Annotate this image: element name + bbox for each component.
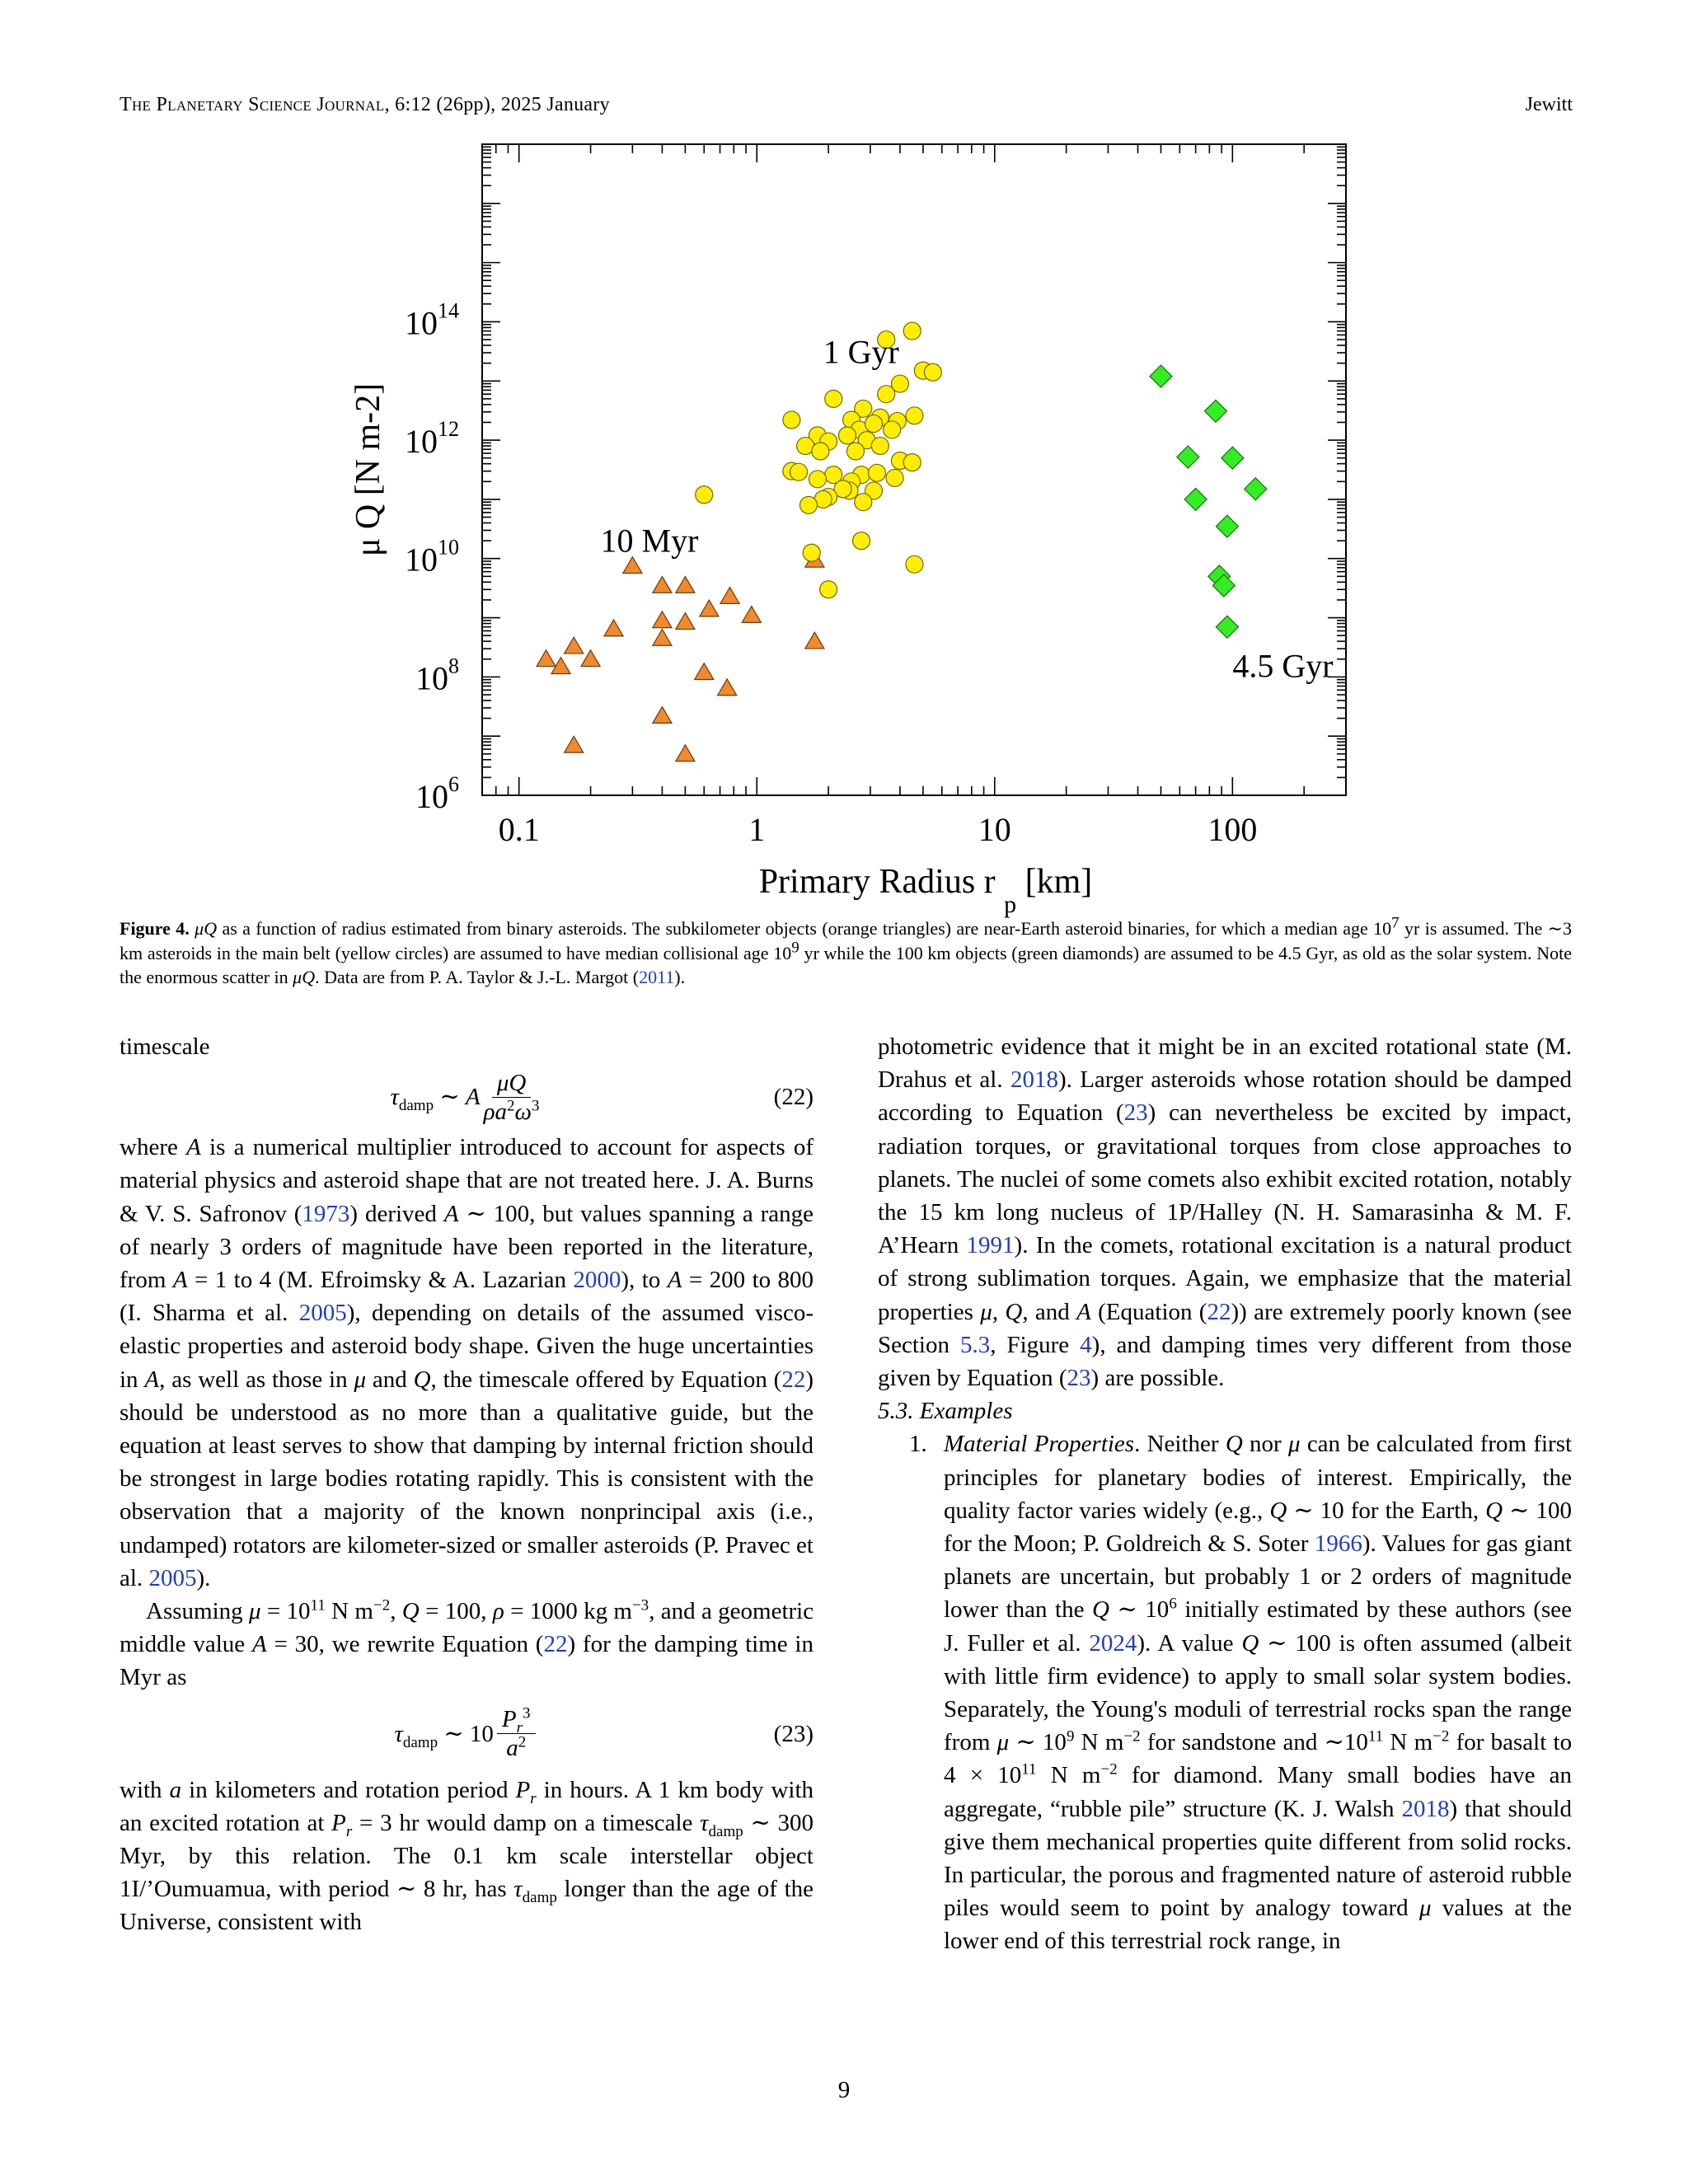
triangle-point	[537, 650, 556, 667]
running-header-journal: The Planetary Science Journal, 6:12 (26pp), 2025 January	[120, 94, 610, 115]
figure-4-chart	[330, 132, 1368, 918]
ref-link[interactable]: 2018	[1401, 1795, 1450, 1822]
ref-link[interactable]: 1973	[302, 1200, 350, 1227]
triangle-point	[695, 663, 714, 680]
chart-annotation: 4.5 Gyr	[1232, 647, 1334, 685]
triangle-point	[653, 707, 672, 724]
ref-link[interactable]: 1966	[1314, 1530, 1362, 1558]
circle-point	[696, 486, 713, 504]
circle-point	[884, 421, 901, 438]
triangle-point	[676, 745, 695, 762]
circle-point	[903, 454, 921, 471]
circle-point	[838, 427, 856, 444]
paragraph-timescale: timescale	[120, 1033, 210, 1060]
y-tick-label: $10^6$	[415, 772, 459, 815]
caption-label: Figure 4.	[120, 918, 190, 939]
ref-link[interactable]: 2005	[148, 1564, 197, 1591]
circle-point	[878, 386, 895, 403]
ref-link[interactable]: 2018	[1010, 1066, 1058, 1094]
diamond-point	[1216, 616, 1238, 638]
page-number: 9	[837, 2077, 851, 2103]
series-diamond	[1150, 365, 1267, 638]
triangle-point	[676, 613, 695, 630]
right-column	[878, 1030, 1572, 1958]
paragraph-photometric: photometric evidence that it might be in an excited rotational state (M. Drahus et al. 2018). Larger asteroids whose rotation should be damped according to Equation (23) can nevertheless be excited by impact, radiation torques, or gravitational torques from close approaches to planets. The nuclei of some comets also exhibit excited rotation, notably the 15 km long nucleus of 1P/Halley (N. H. Samarasinha & M. F. A’Hearn 1991). In the comets, rotational excitation is a natural product of strong sublimation torques. Again, we emphasize that the material properties μ, Q, and A (Equation (22)) are extremely poorly known (see Section 5.3, Figure 4), and damping times very different from those given by Equation (23) are possible.	[878, 1033, 1573, 1392]
circle-point	[886, 469, 903, 486]
y-tick-label: $10^{12}$	[405, 417, 459, 461]
circle-point	[865, 415, 883, 433]
diamond-point	[1216, 515, 1238, 537]
circle-point	[812, 443, 829, 460]
ref-link[interactable]: 22	[1207, 1298, 1231, 1325]
triangle-point	[653, 576, 672, 593]
equation-23: $\tau_{damp}$ ∼ 10 $\frac{P_r^3}{a^2}$ (23)	[394, 1704, 814, 1762]
circle-point	[855, 494, 872, 511]
ref-link[interactable]: 23	[1123, 1099, 1148, 1127]
circle-point	[903, 322, 921, 340]
circle-point	[871, 438, 889, 455]
ref-link[interactable]: 2000	[573, 1267, 621, 1294]
chart-annotation: 10 Myr	[600, 522, 699, 560]
circle-point	[803, 544, 820, 561]
section-heading: 5.3. Examples	[878, 1398, 1013, 1425]
x-tick-label: 0.1	[498, 811, 540, 848]
circle-point	[906, 407, 923, 424]
circle-point	[820, 581, 837, 598]
circle-point	[868, 464, 885, 481]
triangle-point	[720, 588, 739, 604]
y-tick-label: $10^8$	[415, 654, 459, 697]
diamond-point	[1150, 365, 1172, 387]
paragraph-where-a: where A is a numerical multiplier introduced to account for aspects of material physics and asteroid shape that are not treated here. J. A. Burns & V. S. Safronov (1973) derived A ∼ 100, but values spanning a range of nearly 3 orders of magnitude have been reported in the literature, from A = 1 to 4 (M. Efroimsky & A. Lazarian 2000), to A = 200 to 800 (I. Sharma et al. 2005), depending on details of the assumed visco-elastic properties and asteroid body shape. Given the huge uncertainties in A, as well as those in μ and Q, the timescale offered by Equation (22) should be understood as no more than a qualitative guide, but the equation at least serves to show that damping by internal friction should be strongest in large bodies rotating rapidly. This is consistent with the observation that a majority of the known nonprincipal axis (i.e., undamped) rotators are kilometer-sized or smaller asteroids (P. Pravec et al. 2005).	[120, 1134, 814, 1591]
ref-link[interactable]: 22	[543, 1631, 568, 1658]
y-tick-label: $10^{10}$	[405, 535, 459, 579]
chart-annotation: 1 Gyr	[823, 333, 899, 371]
ref-link[interactable]: 5.3	[959, 1331, 991, 1358]
triangle-point	[604, 620, 623, 636]
triangle-point	[700, 600, 719, 616]
caption-ref-link[interactable]: 2011	[639, 967, 675, 987]
running-header-author: Jewitt	[1525, 94, 1573, 115]
ref-link[interactable]: 23	[1067, 1365, 1091, 1392]
axis-labels	[349, 298, 1334, 918]
paragraph-assuming: Assuming $\mu = 10^{11}$ N $m^{-2}$, Q = 100, ρ = 1000 kg $m^{-3}$, and a geometric middle value A = 30, we rewrite Equation (22) for the damping time in Myr as	[120, 1596, 814, 1691]
series-circle	[696, 322, 942, 598]
triangle-point	[718, 679, 737, 696]
circle-point	[906, 555, 923, 573]
series-triangle	[537, 551, 824, 761]
circle-point	[790, 463, 808, 480]
triangle-point	[565, 736, 584, 752]
ref-link[interactable]: 1991	[966, 1232, 1015, 1259]
circle-point	[924, 363, 941, 381]
circle-point	[853, 532, 870, 550]
paragraph-with-a: with a in kilometers and rotation period $P_r$ in hours. A 1 km body with an excited rotation at $P_r = 3$ hr would damp on a timescale $\tau_{damp}$ ∼ 300 Myr, by this relation. The 0.1 km scale interstellar object 1I/’Oumuamua, with period ∼ 8 hr, has $\tau_{damp}$ longer than the age of the Universe, consistent with	[120, 1776, 814, 1936]
triangle-point	[653, 629, 672, 645]
circle-point	[809, 471, 826, 488]
triangle-point	[742, 607, 761, 623]
ref-link[interactable]: 4	[1080, 1331, 1092, 1358]
circle-point	[783, 411, 800, 429]
triangle-point	[565, 637, 584, 654]
x-tick-label: 100	[1207, 811, 1258, 848]
diamond-point	[1204, 400, 1226, 422]
circle-point	[825, 390, 842, 407]
diamond-point	[1221, 447, 1244, 469]
diamond-point	[1245, 478, 1267, 500]
y-tick-label: $10^{14}$	[405, 298, 459, 342]
triangle-point	[581, 650, 600, 667]
triangle-point	[623, 557, 642, 574]
ref-link[interactable]: 2024	[1089, 1629, 1137, 1657]
triangle-point	[676, 576, 695, 593]
x-axis-label: Primary Radius r $_p$ [km]	[758, 863, 1093, 918]
ref-link[interactable]: 2005	[298, 1300, 347, 1327]
equation-22: $\tau_{damp}$ ∼ A $\frac{\mu Q}{\rho a^2\omega^3}$ (22)	[390, 1069, 814, 1125]
y-axis-label: μ Q [N m-2]	[349, 382, 387, 557]
diamond-point	[1177, 446, 1199, 468]
left-column	[120, 1030, 814, 1939]
ref-link[interactable]: 22	[781, 1366, 806, 1393]
circle-point	[846, 443, 864, 460]
figure-caption: Figure 4. μQ as a function of radius estimated from binary asteroids. The subkilometer objects (orange triangles) are near-Earth asteroid binaries, for which a median age $10^7$ yr is assumed. The ∼3 km asteroids in the main belt (yellow circles) are assumed to have median collisional age $10^9$ yr while the 100 km objects (green diamonds) are assumed to be 4.5 Gyr, as old as the solar system. Note the enormous scatter in μQ. Data are from P. A. Taylor & J.-L. Margot (2011).	[120, 914, 1573, 987]
triangle-point	[805, 632, 824, 649]
circle-point	[799, 496, 817, 513]
diamond-point	[1184, 488, 1207, 510]
triangle-point	[653, 612, 672, 628]
x-tick-label: 10	[978, 811, 1011, 848]
list-item-material-properties: 1. Material Properties. Neither Q nor μ can be calculated from first principles for planetary bodies of interest. Empirically, the quality factor varies widely (e.g., Q ∼ 10 for the Earth, Q ∼ 100 for the Moon; P. Goldreich & S. Soter 1966). Values for gas giant planets are uncertain, but probably 1 or 2 orders of magnitude lower than the Q ∼ $10^6$ initially estimated by these authors (see J. Fuller et al. 2024). A value Q ∼ 100 is often assumed (albeit with little firm evidence) to apply to small solar system bodies. Separately, the Young's moduli of terrestrial rocks span the range from μ ∼ $10^9$ N $m^{-2}$ for sandstone and $\sim 10^{11}$ N $m^{-2}$ for basalt to $4 \times 10^{11}$ N $m^{-2}$ for diamond. Many small bodies have an aggregate, “rubble pile” structure (K. J. Walsh 2018) that should give them mechanical properties quite different from solid rocks. In particular, the porous and fragmented nature of asteroid rubble piles would seem to point by analogy toward μ values at the lower end of this terrestrial rock range, in	[909, 1431, 1573, 1955]
x-tick-label: 1	[748, 811, 766, 848]
